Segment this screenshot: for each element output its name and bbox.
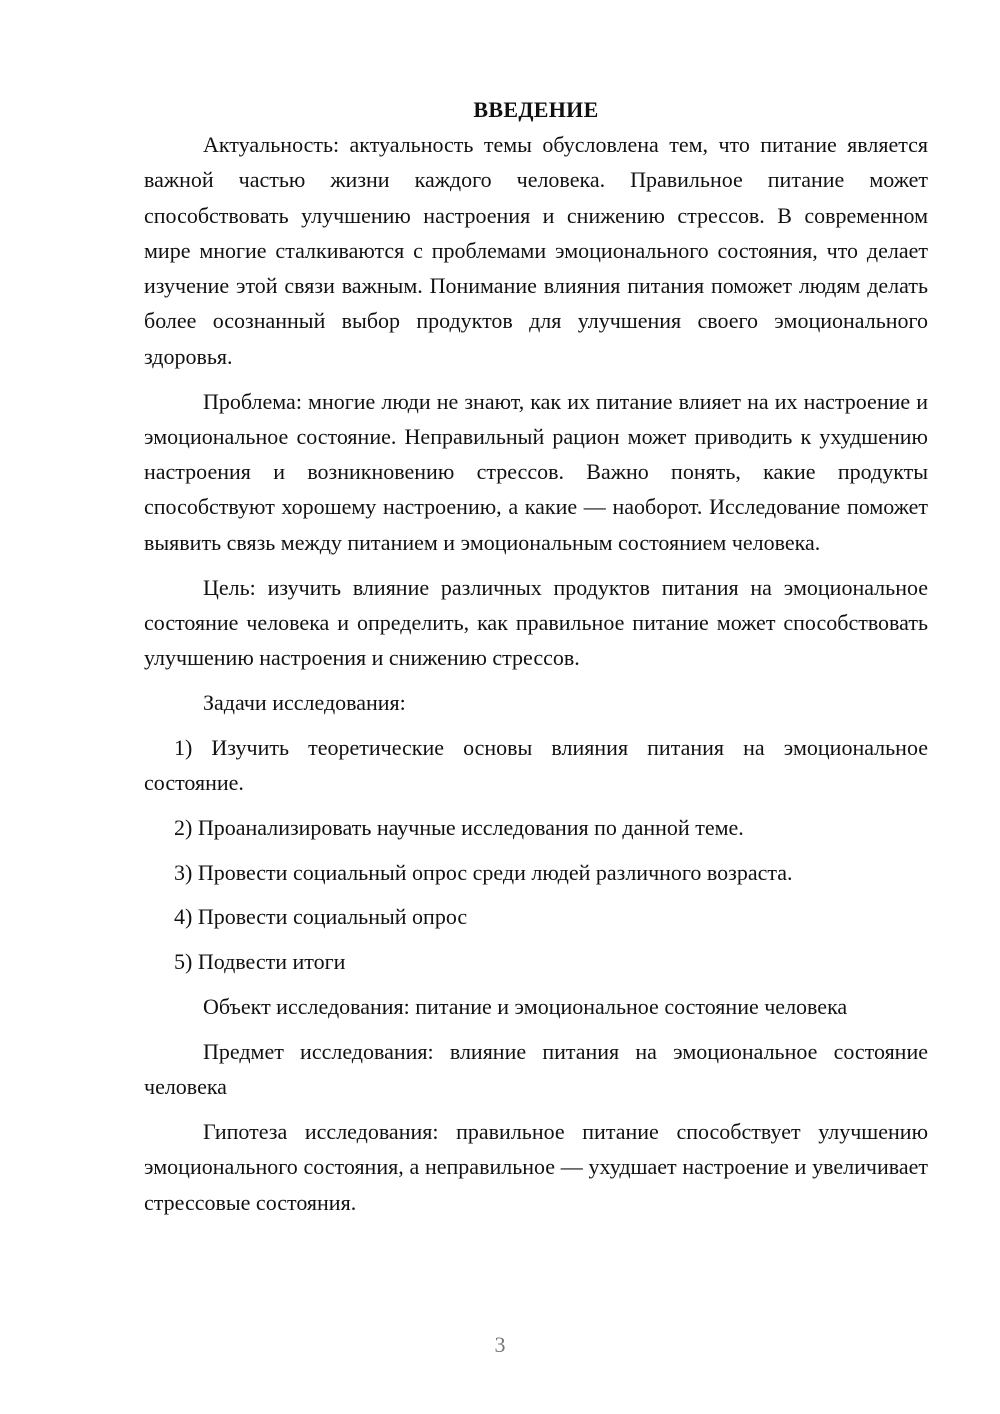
page-title: ВВЕДЕНИЕ	[473, 97, 599, 122]
task-item-2: 2) Проанализировать научные исследования по данной теме.	[174, 814, 744, 840]
paragraph-object: Объект исследования: питание и эмоциональное состояние человека	[203, 994, 848, 1020]
paragraph-relevance: Актуальность: актуальность темы обусловлена тем, что питание является важной частью жизни каждого человека. Правильное питание может способствовать улучшению настроения и снижению стрессов. В современном мире многие сталкиваются с проблемами эмоционального состояния, что делает изучение этой связи важным. Понимание влияния питания поможет людям делать более осознанный выбор продуктов для улучшения своего эмоционального здоровья.	[144, 132, 928, 369]
paragraph-subject: Предмет исследования: влияние питания на эмоциональное состояние человека	[144, 1038, 928, 1100]
task-item-5: 5) Подвести итоги	[174, 949, 346, 975]
document-page	[144, 92, 928, 1229]
task-item-1: 1) Изучить теоретические основы влияния питания на эмоциональное состояние.	[144, 734, 928, 796]
task-item-4: 4) Провести социальный опрос	[174, 904, 468, 930]
paragraph-goal: Цель: изучить влияние различных продуктов питания на эмоциональное состояние человека и определить, как правильное питание может способствовать улучшению настроения и снижению стрессов.	[144, 574, 928, 671]
paragraph-problem: Проблема: многие люди не знают, как их питание влияет на их настроение и эмоциональное состояние. Неправильный рацион может приводить к ухудшению настроения и возникновению стрессов. Важно понять, какие продукты способствуют хорошему настроению, а какие — наоборот. Исследование поможет выявить связь между питанием и эмоциональным состоянием человека.	[144, 388, 928, 555]
tasks-title: Задачи исследования:	[203, 689, 406, 715]
page-number: 3	[494, 1332, 506, 1357]
task-item-3: 3) Провести социальный опрос среди людей различного возраста.	[174, 859, 793, 885]
paragraph-hypothesis: Гипотеза исследования: правильное питание способствует улучшению эмоционального состояния, а неправильное — ухудшает настроение и увеличивает стрессовые состояния.	[144, 1118, 928, 1215]
